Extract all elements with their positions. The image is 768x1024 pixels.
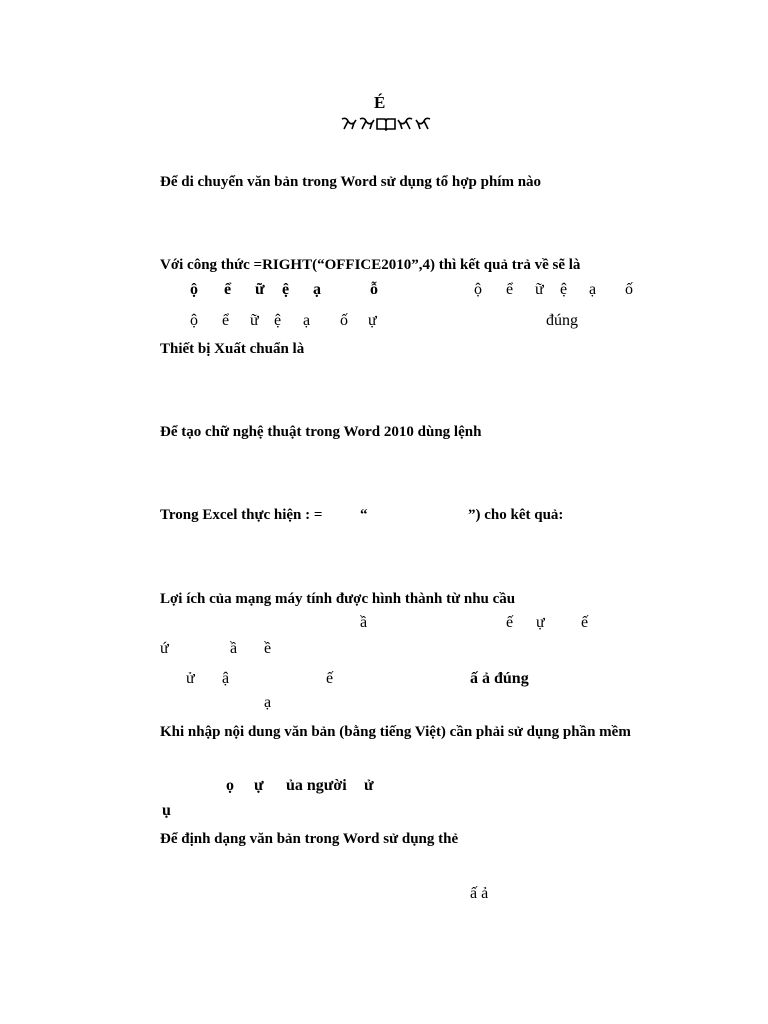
- answer-fragment: ự: [254, 777, 264, 794]
- answer-fragment: ố: [340, 312, 348, 329]
- answer-fragment: ử: [364, 777, 374, 794]
- scroll-ornament-icon: [396, 116, 414, 132]
- answer-fragment: ự: [536, 614, 545, 631]
- answer-fragment: ế: [581, 614, 589, 631]
- answer-fragment: ể: [224, 281, 232, 298]
- answer-fragment: ử: [186, 670, 195, 687]
- answer-fragment-correct: đúng: [546, 312, 578, 329]
- answer-fragment: ấ ả: [470, 885, 489, 902]
- answer-fragment: ế: [506, 614, 514, 631]
- answer-fragment: ủa người: [286, 777, 347, 794]
- answer-fragment: ệ: [560, 281, 568, 298]
- answer-fragment: ỗ: [370, 281, 378, 298]
- question-6: Lợi ích của mạng máy tính được hình thành từ nhu cầu: [160, 591, 516, 607]
- answer-fragment: ộ: [190, 281, 198, 298]
- answer-fragment: ệ: [274, 312, 282, 329]
- answer-fragment: ạ: [313, 281, 321, 298]
- answer-fragment: ế: [326, 670, 334, 687]
- answer-fragment: ụ: [162, 802, 171, 819]
- question-7: Khi nhập nội dung văn bản (bằng tiếng Việt) cần phải sử dụng phần mềm: [160, 724, 631, 740]
- book-icon: [376, 116, 396, 132]
- answer-fragment: ự: [368, 312, 377, 329]
- answer-fragment: ộ: [474, 281, 482, 298]
- question-1: Để di chuyển văn bản trong Word sử dụng tổ hợp phím nào: [160, 174, 542, 190]
- question-5-tail: ”) cho kêt quả:: [468, 507, 564, 523]
- answer-fragment: ể: [222, 312, 230, 329]
- question-8: Để định dạng văn bản trong Word sử dụng thẻ: [160, 831, 459, 847]
- answer-fragment: ầ: [360, 614, 368, 631]
- answer-fragment: ầ: [230, 640, 238, 657]
- scroll-ornament-icon: [414, 116, 432, 132]
- answer-fragment: ữ: [255, 281, 265, 298]
- answer-fragment: ữ: [535, 281, 544, 298]
- answer-fragment: ạ: [303, 312, 311, 329]
- answer-fragment: ệ: [282, 281, 290, 298]
- answer-fragment: ạ: [264, 694, 272, 711]
- question-3: Thiết bị Xuất chuẩn là: [160, 341, 305, 357]
- answer-fragment: ọ: [226, 777, 234, 794]
- answer-fragment: ậ: [222, 670, 230, 687]
- answer-fragment: ề: [264, 640, 272, 657]
- question-5-open-quote: “: [360, 507, 368, 523]
- answer-fragment: ứ: [160, 640, 169, 657]
- header-ornament: [340, 116, 432, 132]
- question-5: Trong Excel thực hiện : =: [160, 507, 323, 523]
- answer-fragment: ữ: [250, 312, 259, 329]
- question-4: Để tạo chữ nghệ thuật trong Word 2010 dùng lệnh: [160, 424, 482, 440]
- scroll-ornament-icon: [358, 116, 376, 132]
- answer-fragment: ố: [625, 281, 633, 298]
- answer-fragment: ộ: [190, 312, 198, 329]
- header-title-char: É: [374, 93, 386, 112]
- answer-fragment: ể: [506, 281, 514, 298]
- answer-fragment-correct: ấ ả đúng: [470, 670, 529, 687]
- scroll-ornament-icon: [340, 116, 358, 132]
- question-2: Với công thức =RIGHT(“OFFICE2010”,4) thì kết quả trả về sẽ là: [160, 257, 581, 273]
- answer-fragment: ạ: [589, 281, 597, 298]
